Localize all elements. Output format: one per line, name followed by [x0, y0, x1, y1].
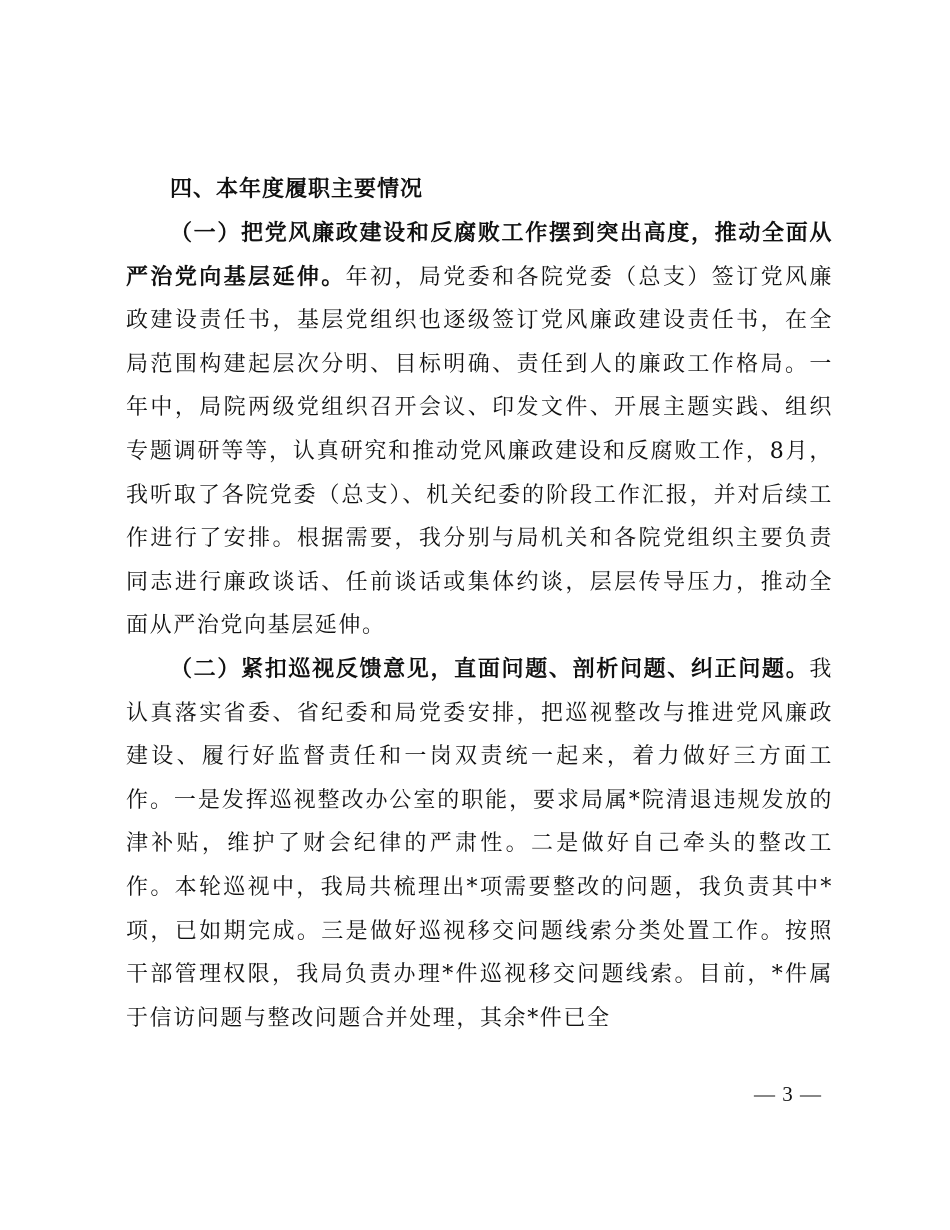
paragraph-1	[126, 212, 833, 648]
section-heading: 四、本年度履职主要情况	[170, 177, 424, 202]
paragraph-1-body: 年初，局党委和各院党委（总支）签订党风廉政建设责任书，基层党组织也逐级签订党风廉政建设责任书，在全局范围构建起层次分明、目标明确、责任到人的廉政工作格局。一年中，局院两级党组织召开会议、印发文件、开展主题实践、组织专题调研等等，认真研究和推动党风廉政建设和反腐败工作，8月，我听取了各院党委（总支）、机关纪委的阶段工作汇报，并对后续工作进行了安排。根据需要，我分别与局机关和各院党组织主要负责同志进行廉政谈话、任前谈话或集体约谈，层层传导压力，推动全面从严治党向基层延伸。	[126, 264, 833, 639]
paragraph-2-lead: （二）紧扣巡视反馈意见，直面问题、剖析问题、纠正问题。	[170, 655, 810, 682]
document-body	[126, 168, 833, 1040]
paragraph-2-body: 我认真落实省委、省纪委和局党委安排，把巡视整改与推进党风廉政建设、履行好监督责任和一岗双责统一起来，着力做好三方面工作。一是发挥巡视整改办公室的职能，要求局属*院清退违规发放的津补贴，维护了财会纪律的严肃性。二是做好自己牵头的整改工作。本轮巡视中，我局共梳理出*项需要整改的问题，我负责其中*项，已如期完成。三是做好巡视移交问题线索分类处置工作。按照干部管理权限，我局负责办理*件巡视移交问题线索。目前，*件属于信访问题与整改问题合并处理，其余*件已全	[126, 656, 833, 1031]
paragraph-2	[126, 648, 833, 1040]
page-number: — 3 —	[754, 1082, 822, 1106]
paragraph-1-lead: （一）把党风廉政建设和反腐败工作摆到突出高度，推动全面从严治党向基层延伸。	[126, 220, 833, 290]
